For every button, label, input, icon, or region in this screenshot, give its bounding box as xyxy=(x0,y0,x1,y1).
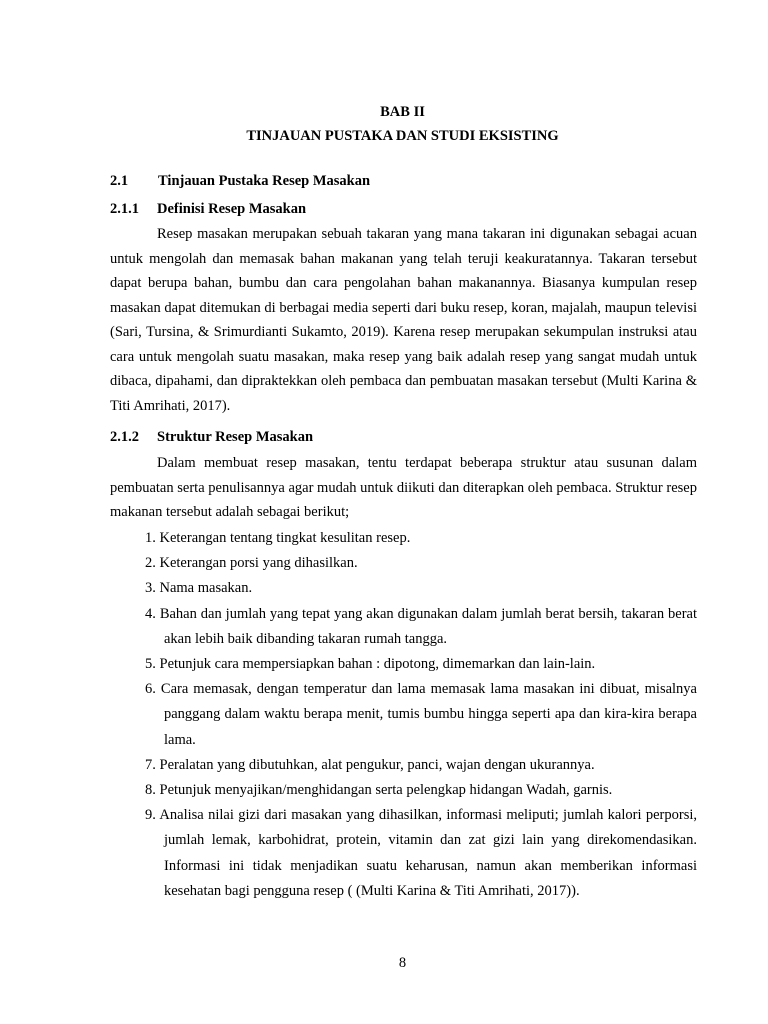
section-number: 2.1.1 xyxy=(110,201,139,217)
list-item: 2. Keterangan porsi yang dihasilkan. xyxy=(145,555,358,572)
list-item: 5. Petunjuk cara mempersiapkan bahan : dipotong, dimemarkan dan lain-lain. xyxy=(145,656,596,673)
chapter-subtitle: TINJAUAN PUSTAKA DAN STUDI EKSISTING xyxy=(246,128,559,144)
section-heading-2-1-1 xyxy=(110,201,307,218)
list-item: 9. Analisa nilai gizi dari masakan yang dihasilkan, informasi meliputi; jumlah kalori perporsi, jumlah lemak, karbohidrat, protein, vitamin dan zat gizi lain yang direkomendasikan. Informasi ini tidak menjadikan suatu keharusan, namun akan memberikan informasi kesehatan bagi pengguna resep ( (Multi Karina & Titi Amrihati, 2017)). xyxy=(145,807,697,899)
section-title: Definisi Resep Masakan xyxy=(157,201,307,217)
list-item: 1. Keterangan tentang tingkat kesulitan resep. xyxy=(145,530,411,546)
structure-paragraph: Dalam membuat resep masakan, tentu terdapat beberapa struktur atau susunan dalam pembuatan serta penulisannya agar mudah untuk diikuti dan diterapkan oleh pembaca. Struktur resep makanan tersebut adalah sebagai berikut; xyxy=(110,455,697,520)
list-item: 8. Petunjuk menyajikan/menghidangan serta pelengkap hidangan Wadah, garnis. xyxy=(145,782,613,799)
section-title: Struktur Resep Masakan xyxy=(157,429,314,445)
chapter-title: BAB II xyxy=(380,104,425,120)
section-number: 2.1 xyxy=(110,173,129,189)
section-heading-2-1-2 xyxy=(110,429,314,446)
page-number: 8 xyxy=(398,955,407,971)
section-number: 2.1.2 xyxy=(110,429,139,445)
definition-paragraph: Resep masakan merupakan sebuah takaran yang mana takaran ini digunakan sebagai acuan untuk mengolah dan memasak bahan makanan yang telah teruji keakuratannya. Takaran tersebut dapat berupa bahan, bumbu dan cara pengolahan bahan makanannya. Biasanya kumpulan resep masakan dapat ditemukan di berbagai media seperti dari buku resep, koran, majalah, maupun televisi (Sari, Tursina, & Srimurdianti Sukamto, 2019). Karena resep merupakan sekumpulan instruksi atau cara untuk mengolah suatu masakan, maka resep yang baik adalah resep yang sangat mudah untuk dibaca, dipahami, dan dipraktekkan oleh pembaca dan pembuatan masakan tersebut (Multi Karina & Titi Amrihati, 2017). xyxy=(110,226,697,414)
section-heading-2-1 xyxy=(110,173,371,190)
list-item: 3. Nama masakan. xyxy=(145,580,253,597)
recipe-structure-list xyxy=(145,526,697,904)
list-item: 6. Cara memasak, dengan temperatur dan lama memasak lama masakan ini dibuat, misalnya panggang dalam waktu berapa menit, tumis bumbu hingga seperti apa dan kira-kira berapa lama. xyxy=(145,681,697,748)
section-title: Tinjauan Pustaka Resep Masakan xyxy=(158,173,371,189)
list-item: 4. Bahan dan jumlah yang tepat yang akan digunakan dalam jumlah berat bersih, takaran berat akan lebih baik dibanding takaran rumah tangga. xyxy=(145,605,697,647)
list-item: 7. Peralatan yang dibutuhkan, alat pengukur, panci, wajan dengan ukurannya. xyxy=(145,756,595,773)
